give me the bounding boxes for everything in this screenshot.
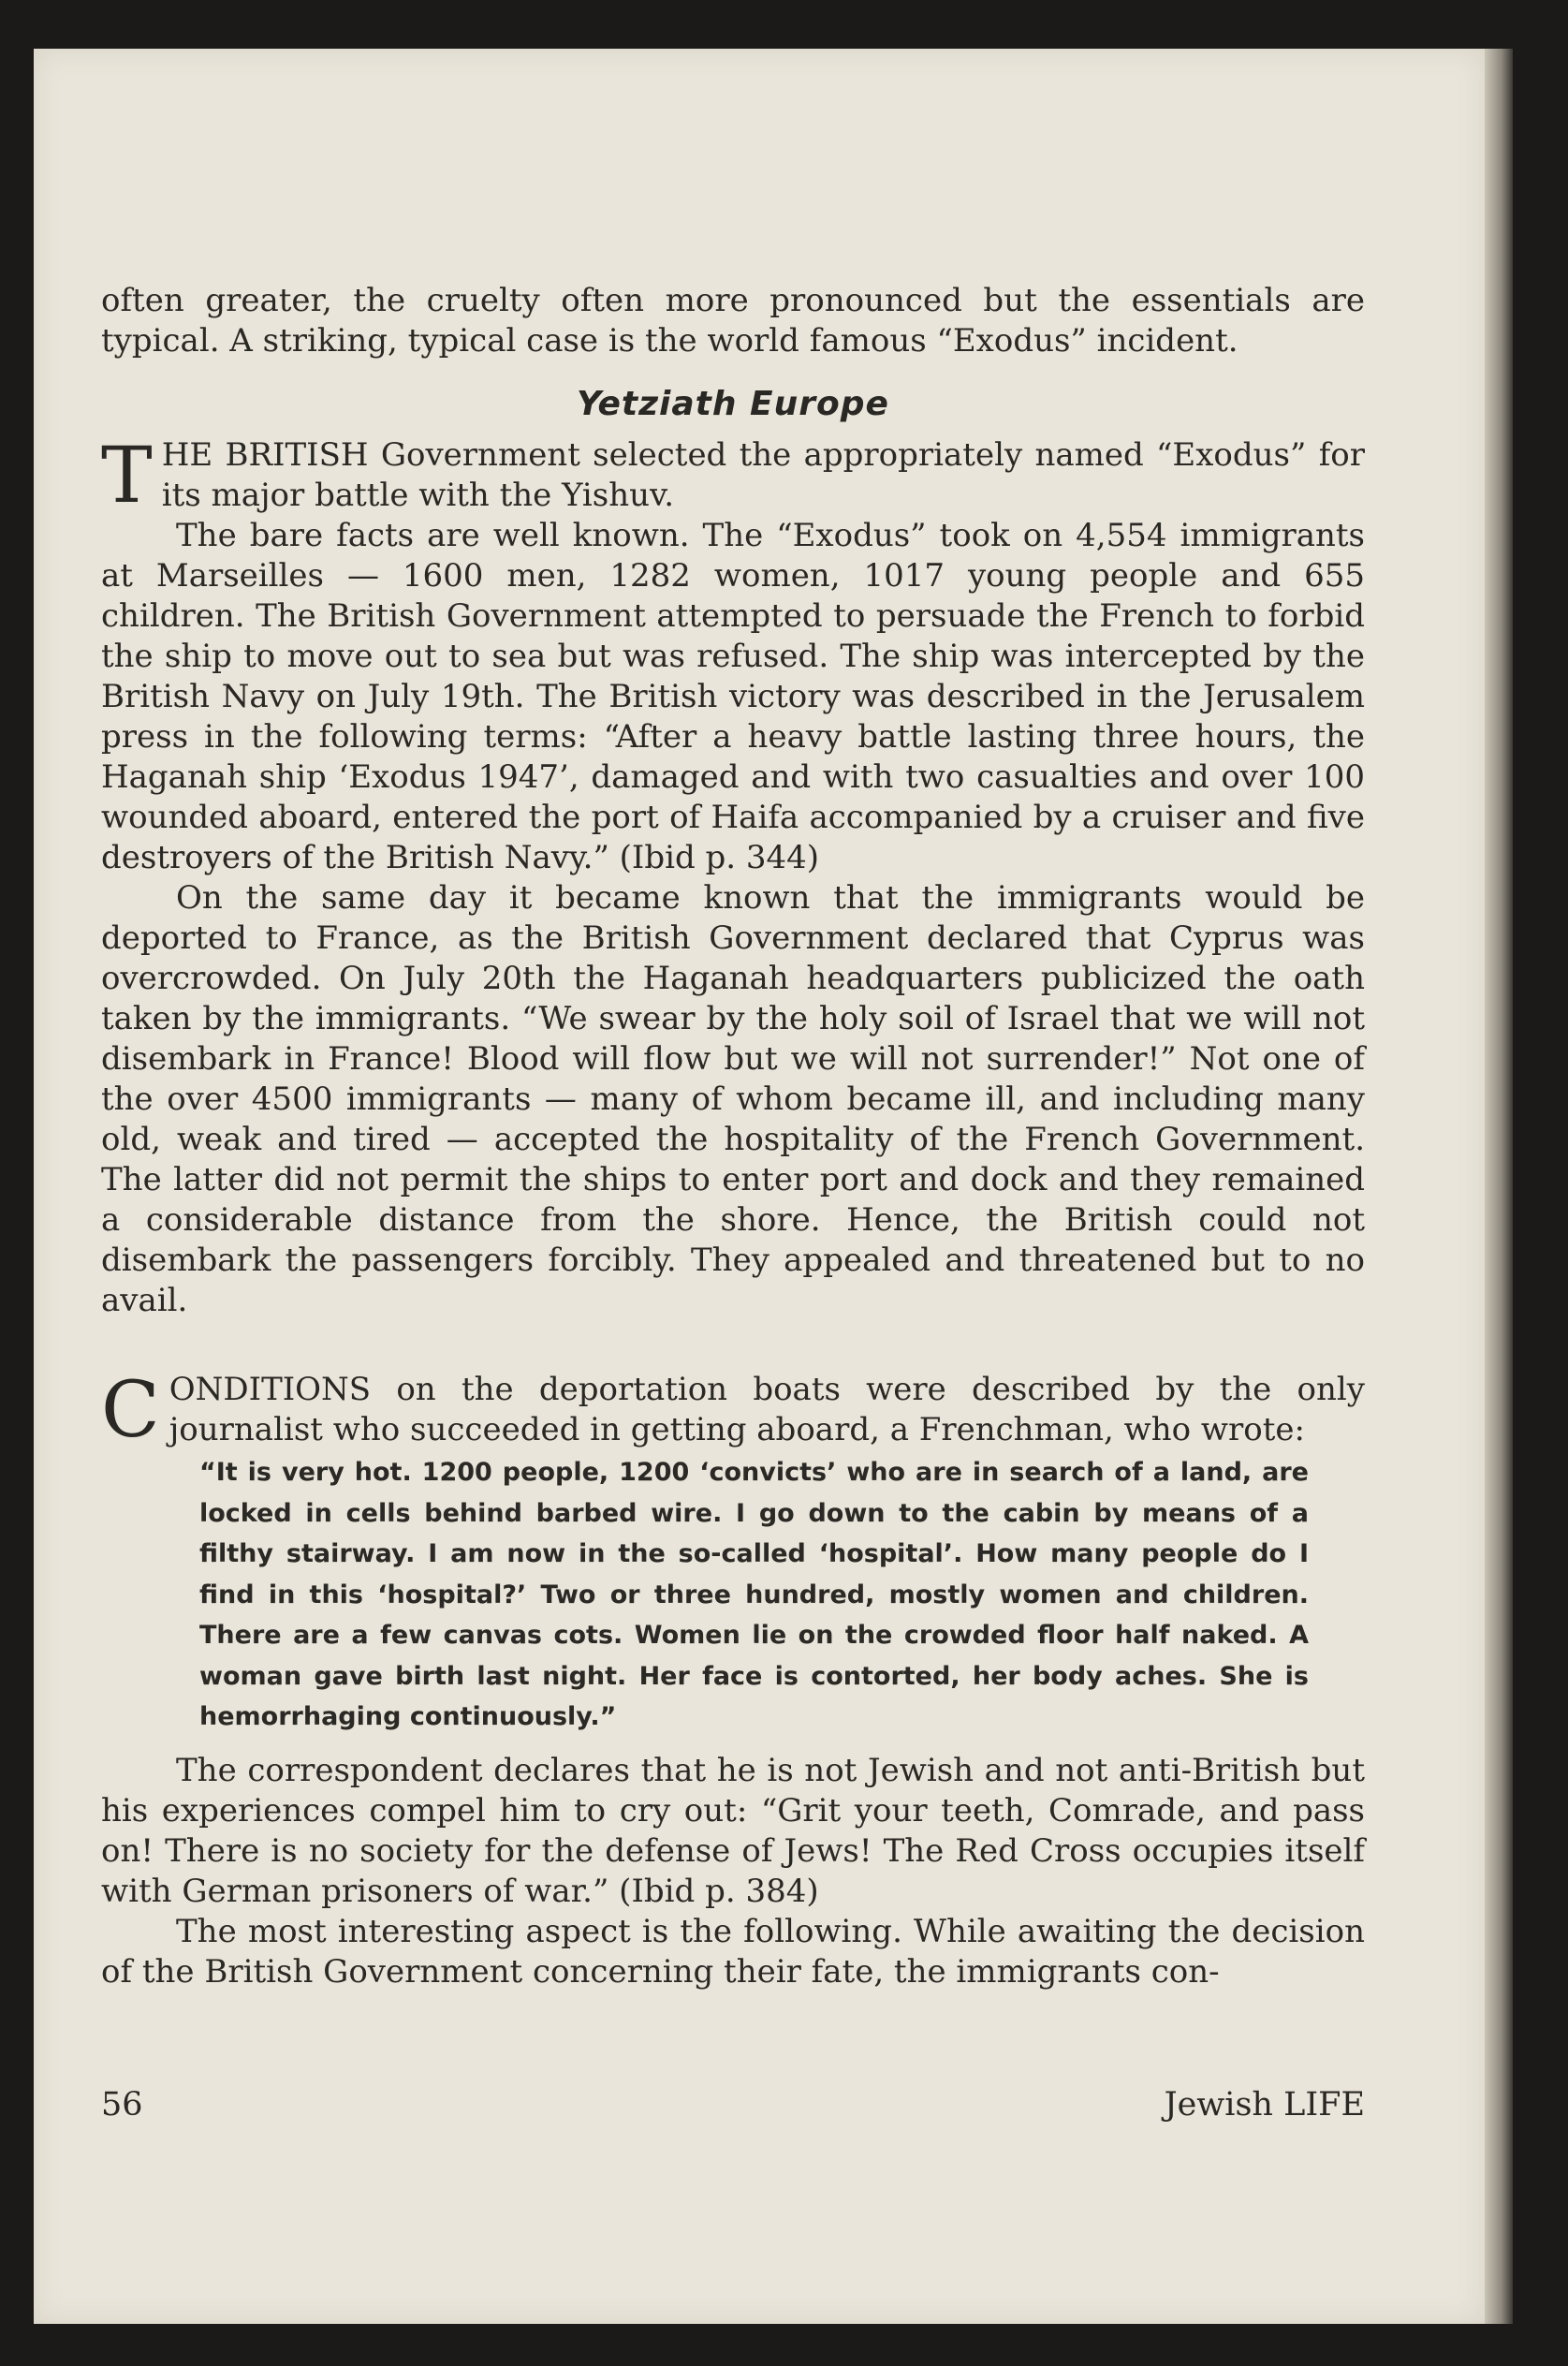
section-gap xyxy=(101,1321,1365,1370)
section1-first-paragraph xyxy=(101,432,1365,521)
page-number: 56 xyxy=(101,2086,143,2124)
section1-first-text: HE BRITISH Government selected the appropriately named “Exodus” for its major battle with the Yishuv. xyxy=(161,436,1365,514)
intro-paragraph: often greater, the cruelty often more pronounced but the essentials are typical. A striking, typical case is the world famous “Exodus” incident. xyxy=(101,282,1365,360)
body-paragraph: The most interesting aspect is the following. While awaiting the decision of the British Government concerning their fate, the immigrants con- xyxy=(101,1912,1365,1991)
dropcap-t: T xyxy=(101,432,153,521)
section-heading: Yetziath Europe xyxy=(577,385,889,423)
article-body xyxy=(101,281,1365,1992)
block-quote: “It is very hot. 1200 people, 1200 ‘convicts’ who are in search of a land, are locked in cells behind barbed wire. I go down to the cabin by means of a filthy stairway. I am now in the so-called ‘hospital’. How many people do I find in this ‘hospital?’ Two or three hundred, mostly women and children. There are a few canvas cots. Women lie on the crowded floor half naked. A woman gave birth last night. Her face is contorted, her body aches. She is hemorrhaging continuously.” xyxy=(199,1458,1309,1731)
body-paragraph: The correspondent declares that he is not Jewish and not anti-British but his experiences compel him to cry out: “Grit your teeth, Comrade, and pass on! There is no society for the defense of Jews! The Red Cross occupies itself with German prisoners of war.” (Ibid p. 384) xyxy=(101,1751,1365,1910)
page-edge xyxy=(1485,49,1513,2324)
body-paragraph: The bare facts are well known. The “Exodus” took on 4,554 immigrants at Marseilles — 1600 men, 1282 women, 1017 young people and 655 children. The British Government attempted to persuade the French to forbid the ship to move out to sea but was refused. The ship was intercepted by the British Navy on July 19th. The British victory was described in the Jerusalem press in the following terms: “After a heavy battle lasting three hours, the Haganah ship ‘Exodus 1947’, damaged and with two casualties and over 100 wounded aboard, entered the port of Haifa accompanied by a cruiser and five destroyers of the British Navy.” (Ibid p. 344) xyxy=(101,517,1365,876)
publication-name: Jewish LIFE xyxy=(1164,2086,1365,2124)
section2-first-text: ONDITIONS on the deportation boats were described by the only journalist who succeeded in getting aboard, a Frenchman, who wrote: xyxy=(169,1371,1365,1448)
section2-first-paragraph xyxy=(101,1366,1365,1455)
body-paragraph: On the same day it became known that the immigrants would be deported to France, as the British Government declared that Cyprus was overcrowded. On July 20th the Haganah headquarters publicized the oath taken by the immigrants. “We swear by the holy soil of Israel that we will not disembark in France! Blood will flow but we will not surrender!” Not one of the over 4500 immigrants — many of whom became ill, and including many old, weak and tired — accepted the hospitality of the French Government. The latter did not permit the ships to enter port and dock and they remained a considerable distance from the shore. Hence, the British could not disembark the passengers forcibly. They appealed and threatened but to no avail. xyxy=(101,879,1365,1319)
dropcap-c: C xyxy=(101,1366,160,1455)
